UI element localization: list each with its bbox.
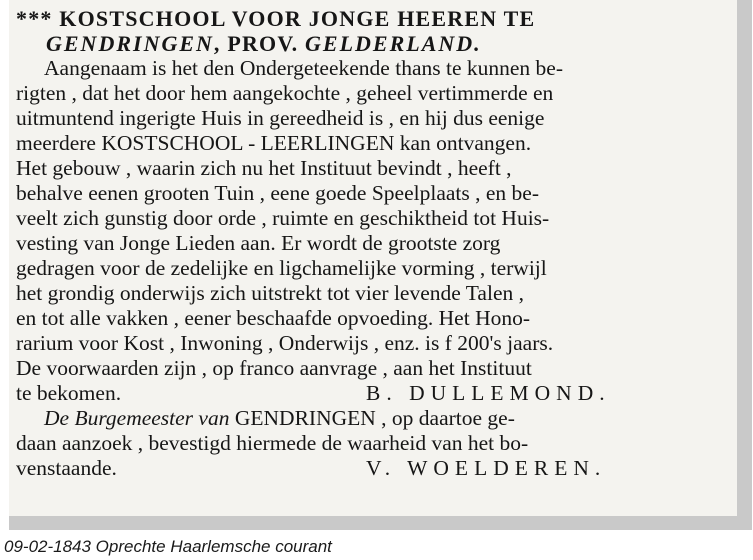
headline-line2	[16, 31, 728, 56]
body-line: veelt zich gunstig door orde , ruimte en geschiktheid tot Huis-	[16, 206, 550, 230]
body-line: het grondig onderwijs zich uitstrekt tot vier levende Talen ,	[16, 281, 524, 305]
body-line: en tot alle vakken , eener beschaafde opvoeding. Het Hono-	[16, 306, 531, 330]
body-line: rigten , dat het door hem aangekochte , geheel vertimmerde en	[16, 81, 554, 105]
body-line: rarium voor Kost , Inwoning , Onderwijs , enz. is f 200's jaars.	[16, 331, 554, 355]
signature-woelderen: V. WOELDEREN.	[366, 456, 607, 480]
body-line: behalve eenen grooten Tuin , eene goede Speelplaats , en be-	[16, 181, 539, 205]
headline-province: GELDERLAND.	[305, 31, 482, 56]
body-line-end: te bekomen.	[16, 381, 122, 405]
body-line: meerdere KOSTSCHOOL - LEERLINGEN kan ontvangen.	[16, 131, 532, 155]
body-line: uitmuntend ingerigte Huis in gereedheid is , en hij dus eenige	[16, 106, 545, 130]
signature-dullemond: B. DULLEMOND.	[366, 381, 611, 405]
headline-prov: , PROV.	[213, 31, 306, 56]
body-line: vesting van Jonge Lieden aan. Er wordt de grootste zorg	[16, 231, 501, 255]
closing-line	[16, 456, 728, 481]
clipping-shadow-frame	[9, 0, 752, 530]
burgemeester-line	[16, 406, 728, 431]
body-line: Het gebouw , waarin zich nu het Instituut bevindt , heeft ,	[16, 156, 512, 180]
source-caption: 09-02-1843 Oprechte Haarlemsche courant	[4, 537, 332, 556]
advertisement-text	[16, 6, 728, 481]
headline-line1: *** KOSTSCHOOL VOOR JONGE HEEREN TE	[16, 6, 536, 31]
body-line: De voorwaarden zijn , op franco aanvrage , aan het Instituut	[16, 356, 532, 380]
bekomen-line	[16, 381, 728, 406]
body-line: daan aanzoek , bevestigd hiermede de waarheid van het bo-	[16, 431, 529, 455]
headline-town: GENDRINGEN	[46, 31, 214, 56]
body-line-end: venstaande.	[16, 456, 117, 480]
burgemeester-rest: GENDRINGEN , op daartoe ge-	[229, 406, 515, 430]
burgemeester-title: De Burgemeester van	[44, 406, 230, 430]
newspaper-clipping	[9, 0, 737, 516]
body-line: gedragen voor de zedelijke en ligchamelijke vorming , terwijl	[16, 256, 547, 280]
body-line: Aangenaam is het den Ondergeteekende thans te kunnen be-	[44, 56, 563, 80]
